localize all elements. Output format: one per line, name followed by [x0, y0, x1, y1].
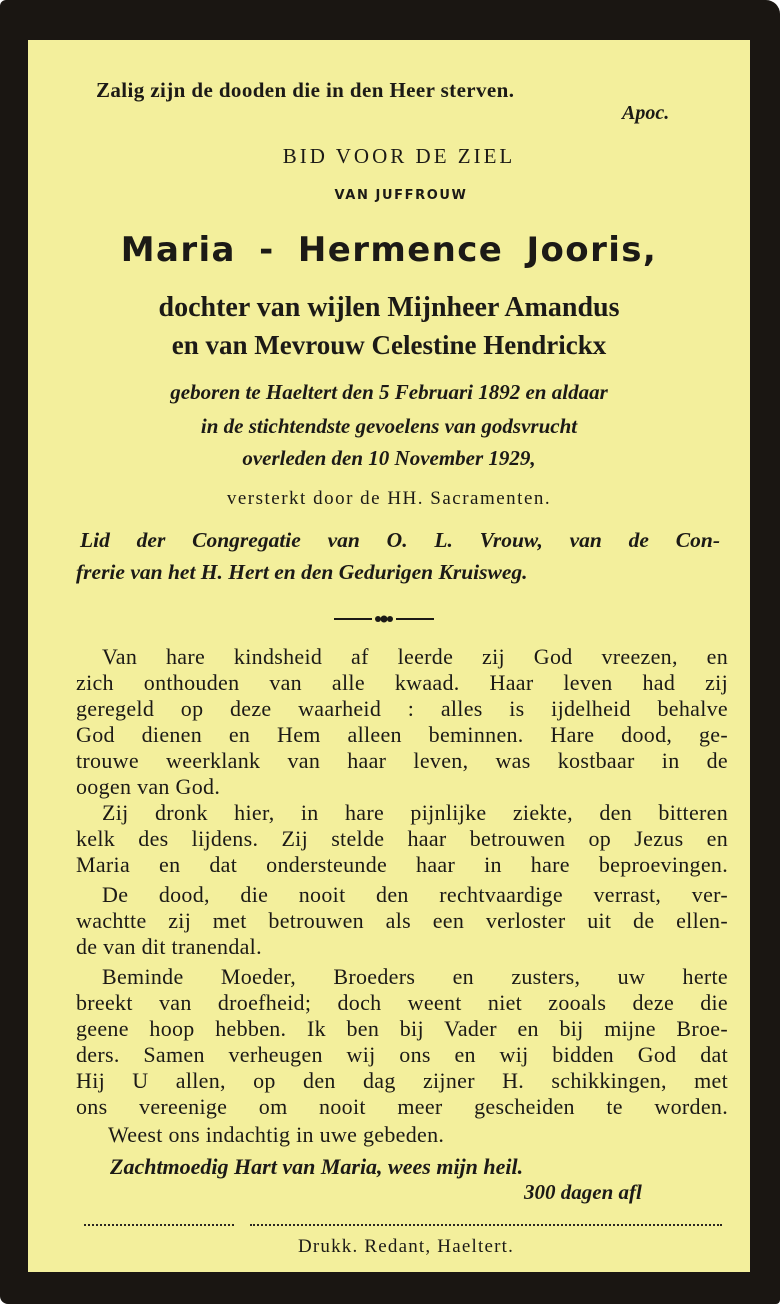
- printer-imprint: Drukk. Redant, Haeltert.: [297, 1236, 515, 1257]
- invocation: Zachtmoedig Hart van Maria, wees mijn heil.: [110, 1154, 524, 1179]
- membership-line-1: Lid der Congregatie van O. L. Vrouw, van de Con-: [80, 528, 720, 552]
- dotted-divider-left: [84, 1224, 234, 1226]
- membership-line-2: frerie van het H. Hert en den Gedurigen Kruisweg.: [76, 560, 528, 584]
- body-line: oogen van God.: [76, 774, 221, 799]
- body-line: breekt van droefheid; doch weent niet zooals deze die: [76, 990, 728, 1015]
- body-line: Van hare kindsheid af leerde zij God vreezen, en: [102, 644, 728, 669]
- sacraments-line: versterkt door de HH. Sacramenten.: [226, 488, 552, 509]
- prayer-line: BID VOOR DE ZIEL: [282, 144, 516, 168]
- body-line: Beminde Moeder, Broeders en zusters, uw herte: [102, 964, 728, 989]
- indulgence: 300 dagen afl: [524, 1180, 642, 1204]
- verse: Zalig zijn de dooden die in den Heer sterven.: [96, 78, 515, 102]
- body-line: de van dit tranendal.: [76, 934, 262, 959]
- parents-line-2: en van Mevrouw Celestine Hendrickx: [171, 330, 607, 360]
- piety-line: in de stichtendste gevoelens van godsvrucht: [200, 414, 578, 438]
- verse-source: Apoc.: [622, 102, 670, 124]
- ornamental-divider: [334, 610, 434, 622]
- memorial-card: [28, 40, 750, 1272]
- body-line: De dood, die nooit den rechtvaardige verrast, ver-: [102, 882, 728, 907]
- body-line: ons vereenige om nooit meer gescheiden te worden.: [76, 1094, 728, 1119]
- body-line: Weest ons indachtig in uwe gebeden.: [108, 1122, 445, 1147]
- body-line: kelk des lijdens. Zij stelde haar betrouwen op Jezus en: [76, 826, 728, 851]
- body-line: ders. Samen verheugen wij ons en wij bidden God dat: [76, 1042, 728, 1067]
- death-line: overleden den 10 November 1929,: [242, 446, 536, 470]
- body-line: zich onthouden van alle kwaad. Haar leven had zij: [76, 670, 728, 695]
- body-line: geregeld op deze waarheid : alles is ijdelheid behalve: [76, 696, 728, 721]
- birth-line: geboren te Haeltert den 5 Februari 1892 en aldaar: [170, 380, 608, 404]
- body-line: trouwe weerklank van haar leven, was kostbaar in de: [76, 748, 728, 773]
- body-line: geene hoop hebben. Ik ben bij Vader en bij mijne Broe-: [76, 1016, 728, 1041]
- parents-line-1: dochter van wijlen Mijnheer Amandus: [158, 292, 620, 323]
- body-line: Hij U allen, op den dag zijner H. schikkingen, met: [76, 1068, 728, 1093]
- deceased-name: Maria - Hermence Jooris,: [120, 230, 658, 270]
- body-line: Maria en dat ondersteunde haar in hare beproevingen.: [76, 852, 728, 877]
- body-line: wachtte zij met betrouwen als een verloster uit de ellen-: [76, 908, 728, 933]
- title-prefix: VAN JUFFROUW: [334, 188, 468, 203]
- body-line: God dienen en Hem alleen beminnen. Hare dood, ge-: [76, 722, 728, 747]
- body-line: Zij dronk hier, in hare pijnlijke ziekte, den bitteren: [102, 800, 728, 825]
- dotted-divider-right: [250, 1224, 722, 1226]
